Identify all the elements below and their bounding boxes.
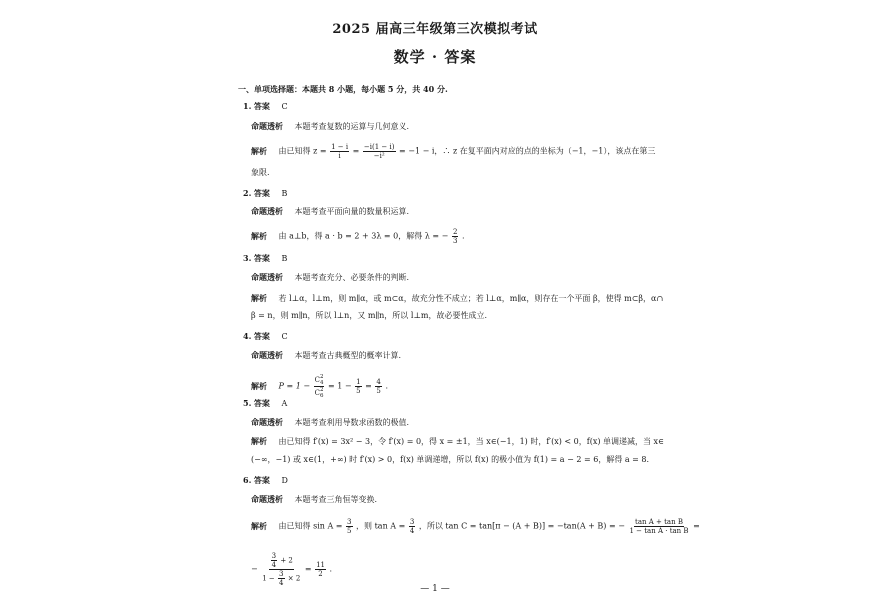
q6-answer-label: 答案	[253, 475, 270, 485]
q1-answer-row	[243, 101, 288, 112]
q6-analysis-prefix: 由已知得 sin A =	[278, 521, 343, 531]
section-heading: 一、单项选择题：本题共 8 小题，每小题 5 分，共 40 分.	[238, 84, 448, 94]
q4-analysis-row	[251, 374, 388, 399]
q2-intent-text: 本题考查平面向量的数量积运算.	[294, 207, 410, 216]
q6-answer-value: D	[281, 476, 288, 485]
q6-fraction-sum: $\frac{\text{tan A + tan B}}{\text{1 − tan A · tan B}}$	[629, 518, 689, 535]
q3-analysis-text: 若 l⊥α，l⊥m，则 m∥α，或 m⊂α，故充分性不成立；若 l⊥α，m∥α，则存在一个平面 β，使得 m⊂β，α∩	[278, 294, 664, 303]
q3-answer-label: 答案	[253, 253, 270, 263]
q1-equals: =	[352, 146, 360, 156]
q4-intent-label: 命题透析	[251, 350, 283, 360]
q6-mid-2: ，所以 tan C = tan[π − (A + B)] = −tan(A + B) = −	[418, 521, 625, 531]
q6-fraction-sin: $\frac{3}{5}$	[347, 518, 352, 535]
q5-intent-text: 本题考查利用导数求函数的极值.	[294, 418, 410, 427]
q4-combination-fraction: C 2 4 C 2 6	[314, 374, 324, 399]
exam-title: 2025 届高三年级第三次模拟考试	[332, 22, 538, 37]
q1-answer-value: C	[281, 102, 288, 111]
q5-analysis-text: 由已知得 f′(x) = 3x² − 3，令 f′(x) = 0，得 x = ±1，当 x∈(−1，1) 时，f′(x) < 0，f(x) 单调递减，当 x∈	[278, 437, 664, 446]
q6-analysis-row	[251, 518, 700, 535]
q3-number: 3.	[243, 253, 252, 263]
q4-answer-value: C	[281, 332, 288, 341]
q5-number: 5.	[243, 398, 252, 408]
q1-intent-row	[251, 121, 409, 132]
q4-intent-row	[251, 350, 401, 361]
q4-analysis-suffix: .	[385, 381, 388, 391]
q6-continuation-row	[251, 552, 332, 587]
q6-answer-row	[243, 475, 288, 486]
q5-analysis-label: 解析	[251, 436, 267, 446]
q6-compound-fraction: $\frac{3}{4}$ + 2 1 − $\frac{3}{4}$ × 2	[262, 552, 301, 587]
q3-intent-text: 本题考查充分、必要条件的判断.	[294, 273, 410, 282]
q6-cont-eq: =	[304, 564, 312, 574]
q3-intent-label: 命题透析	[251, 272, 283, 282]
q1-analysis-prefix: 由已知得 z =	[278, 146, 327, 156]
q6-result-fraction: $\frac{11}{2}$	[316, 561, 325, 578]
q2-answer-value: B	[281, 189, 288, 198]
q1-analysis-cont: 象限.	[251, 168, 270, 177]
q6-cont-neg: −	[251, 564, 258, 574]
q6-intent-label: 命题透析	[251, 494, 283, 504]
q5-analysis-row	[251, 436, 664, 447]
q5-intent-row	[251, 417, 409, 428]
q3-answer-row	[243, 253, 287, 264]
q1-answer-label: 答案	[253, 101, 270, 111]
q2-intent-label: 命题透析	[251, 206, 283, 216]
q1-intent-label: 命题透析	[251, 121, 283, 131]
q2-analysis-row	[251, 228, 465, 245]
q3-analysis-cont: β = n，则 m∥n，所以 l⊥n，又 m∥n，所以 l⊥m，故必要性成立.	[251, 311, 488, 320]
page-number: — 1 —	[420, 584, 450, 594]
q1-fraction-2: $\frac{-i(1 - i)}{\text{−i²}}$	[363, 143, 395, 160]
q1-analysis-row	[251, 143, 655, 160]
q4-eq2: =	[365, 381, 372, 391]
q4-analysis-label: 解析	[251, 380, 267, 391]
q4-fraction-2: $\frac{4}{5}$	[376, 378, 381, 395]
q2-number: 2.	[243, 188, 252, 198]
q2-intent-row	[251, 206, 409, 217]
q6-cont-end: .	[329, 564, 333, 574]
q4-answer-label: 答案	[253, 331, 270, 341]
q3-intent-row	[251, 272, 409, 283]
q4-fraction-1: $\frac{1}{5}$	[356, 378, 361, 395]
q5-intent-label: 命题透析	[251, 417, 283, 427]
q1-analysis-label: 解析	[251, 145, 267, 156]
q5-answer-value: A	[281, 399, 288, 408]
q1-analysis-suffix: = −1 − i，∴ z 在复平面内对应的点的坐标为（−1，−1），该点在第三	[399, 146, 656, 156]
q4-answer-row	[243, 331, 288, 342]
q1-number: 1.	[243, 101, 252, 111]
q6-eq-end: =	[693, 521, 700, 531]
q3-answer-value: B	[281, 254, 288, 263]
q4-intent-text: 本题考查古典概型的概率计算.	[294, 351, 402, 360]
q2-analysis-label: 解析	[251, 230, 267, 241]
q1-intent-text: 本题考查复数的运算与几何意义.	[294, 122, 410, 131]
q6-analysis-label: 解析	[251, 520, 267, 531]
q2-answer-label: 答案	[253, 188, 270, 198]
q3-analysis-row	[251, 293, 663, 304]
q6-intent-text: 本题考查三角恒等变换.	[294, 495, 378, 504]
q6-mid-1: ，则 tan A =	[356, 521, 406, 531]
q4-number: 4.	[243, 331, 252, 341]
q6-intent-row	[251, 494, 377, 505]
q2-answer-row	[243, 188, 287, 199]
q3-analysis-label: 解析	[251, 293, 267, 303]
q6-fraction-tan: $\frac{3}{4}$	[409, 518, 415, 535]
q4-eq: = 1 −	[328, 381, 352, 391]
q5-analysis-cont: (−∞，−1) 或 x∈(1，+∞) 时 f′(x) > 0，f(x) 单调递增，所以 f(x) 的极小值为 f(1) = a − 2 = 6，解得 a = 8.	[251, 455, 650, 464]
q5-answer-row	[243, 398, 287, 409]
q5-answer-label: 答案	[253, 398, 270, 408]
q1-fraction-1: $\frac{1 - i}{i}$	[331, 143, 349, 160]
q2-analysis-prefix: 由 a⊥b，得 a · b = 2 + 3λ = 0，解得 λ = −	[278, 231, 449, 241]
q4-analysis-prefix: P = 1 −	[278, 381, 311, 391]
q6-number: 6.	[243, 475, 252, 485]
subject-title: 数学 · 答案	[393, 48, 477, 66]
q2-analysis-suffix: .	[461, 231, 465, 241]
q2-fraction: $\frac{2}{3}$	[452, 228, 458, 245]
